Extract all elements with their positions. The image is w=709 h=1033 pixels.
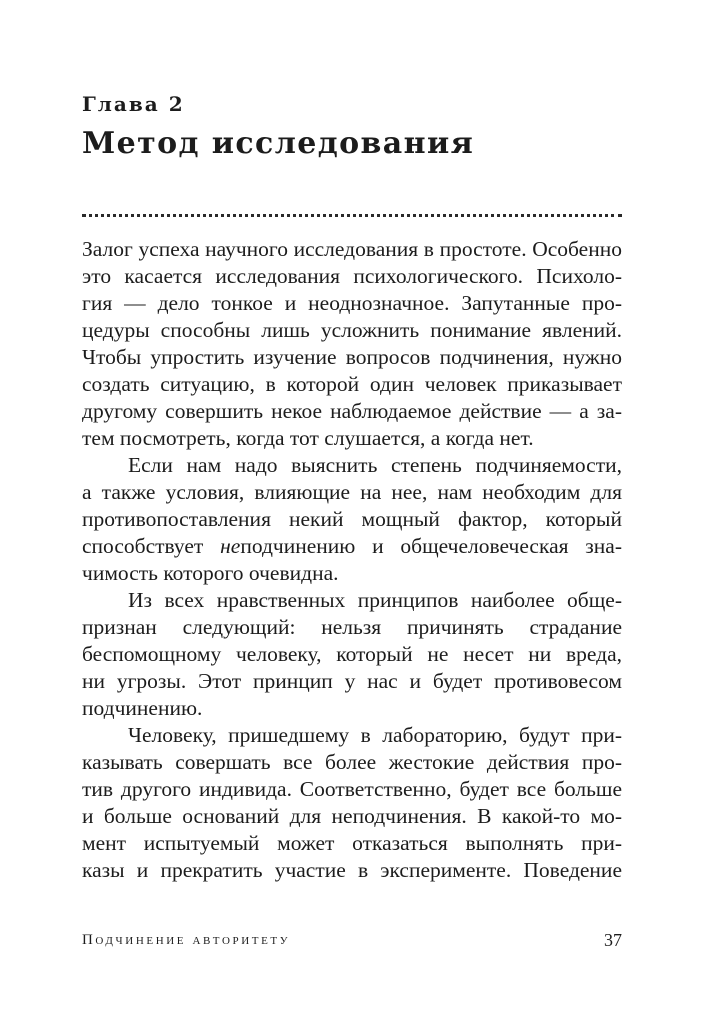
- text-line-with-emphasis: [82, 533, 622, 560]
- emphasis-rest: подчинению и общечеловеческая зна-: [240, 534, 622, 558]
- text-line: ни угрозы. Этот принцип у нас и будет противовесом: [82, 669, 622, 693]
- text-line: противопоставления некий мощный фактор, который: [82, 507, 622, 531]
- chapter-label: Глава 2: [82, 92, 185, 116]
- page-footer: [82, 928, 622, 952]
- dotted-divider: [82, 214, 622, 217]
- text-line: казывать совершать все более жестокие действия про-: [82, 750, 622, 774]
- text-line: мент испытуемый может отказаться выполнять при-: [82, 831, 622, 855]
- text-line: тив другого индивида. Соответственно, будет все больше: [82, 777, 622, 801]
- text-line: это касается исследования психологического. Психоло-: [82, 264, 622, 288]
- text-line: цедуры способны лишь усложнить понимание явлений.: [82, 318, 622, 342]
- text-line: создать ситуацию, в которой один человек приказывает: [82, 372, 622, 396]
- text-line: чимость которого очевидна.: [82, 561, 339, 585]
- page-number: 37: [604, 930, 622, 950]
- text-line: Залог успеха научного исследования в простоте. Особенно: [82, 237, 622, 261]
- running-head: Подчинение авторитету: [82, 932, 291, 948]
- text-line: и больше оснований для неподчинения. В какой-то мо-: [82, 804, 622, 828]
- text-line: Чтобы упростить изучение вопросов подчинения, нужно: [82, 345, 622, 369]
- text-line: казы и прекратить участие в эксперименте. Поведение: [82, 858, 622, 882]
- text-line: другому совершить некое наблюдаемое действие — а за-: [82, 399, 622, 423]
- body-text: [82, 236, 622, 884]
- text-line: гия — дело тонкое и неоднозначное. Запутанные про-: [82, 291, 622, 315]
- paragraph-first-line: Человеку, пришедшему в лабораторию, будут при-: [128, 723, 622, 747]
- paragraph-first-line: Если нам надо выяснить степень подчиняемости,: [128, 453, 622, 477]
- text-line: беспомощному человеку, который не несет ни вреда,: [82, 642, 622, 666]
- text-line: признан следующий: нельзя причинять страдание: [82, 615, 622, 639]
- text-line: а также условия, влияющие на нее, нам необходим для: [82, 480, 622, 504]
- chapter-title: Метод исследования: [82, 126, 475, 161]
- text-line: подчинению.: [82, 696, 203, 720]
- text-line: тем посмотреть, когда тот слушается, а когда нет.: [82, 426, 534, 450]
- paragraph-first-line: Из всех нравственных принципов наиболее обще-: [128, 588, 622, 612]
- emphasis-lead: способствует: [82, 534, 221, 558]
- emphasis-prefix: не: [220, 534, 241, 558]
